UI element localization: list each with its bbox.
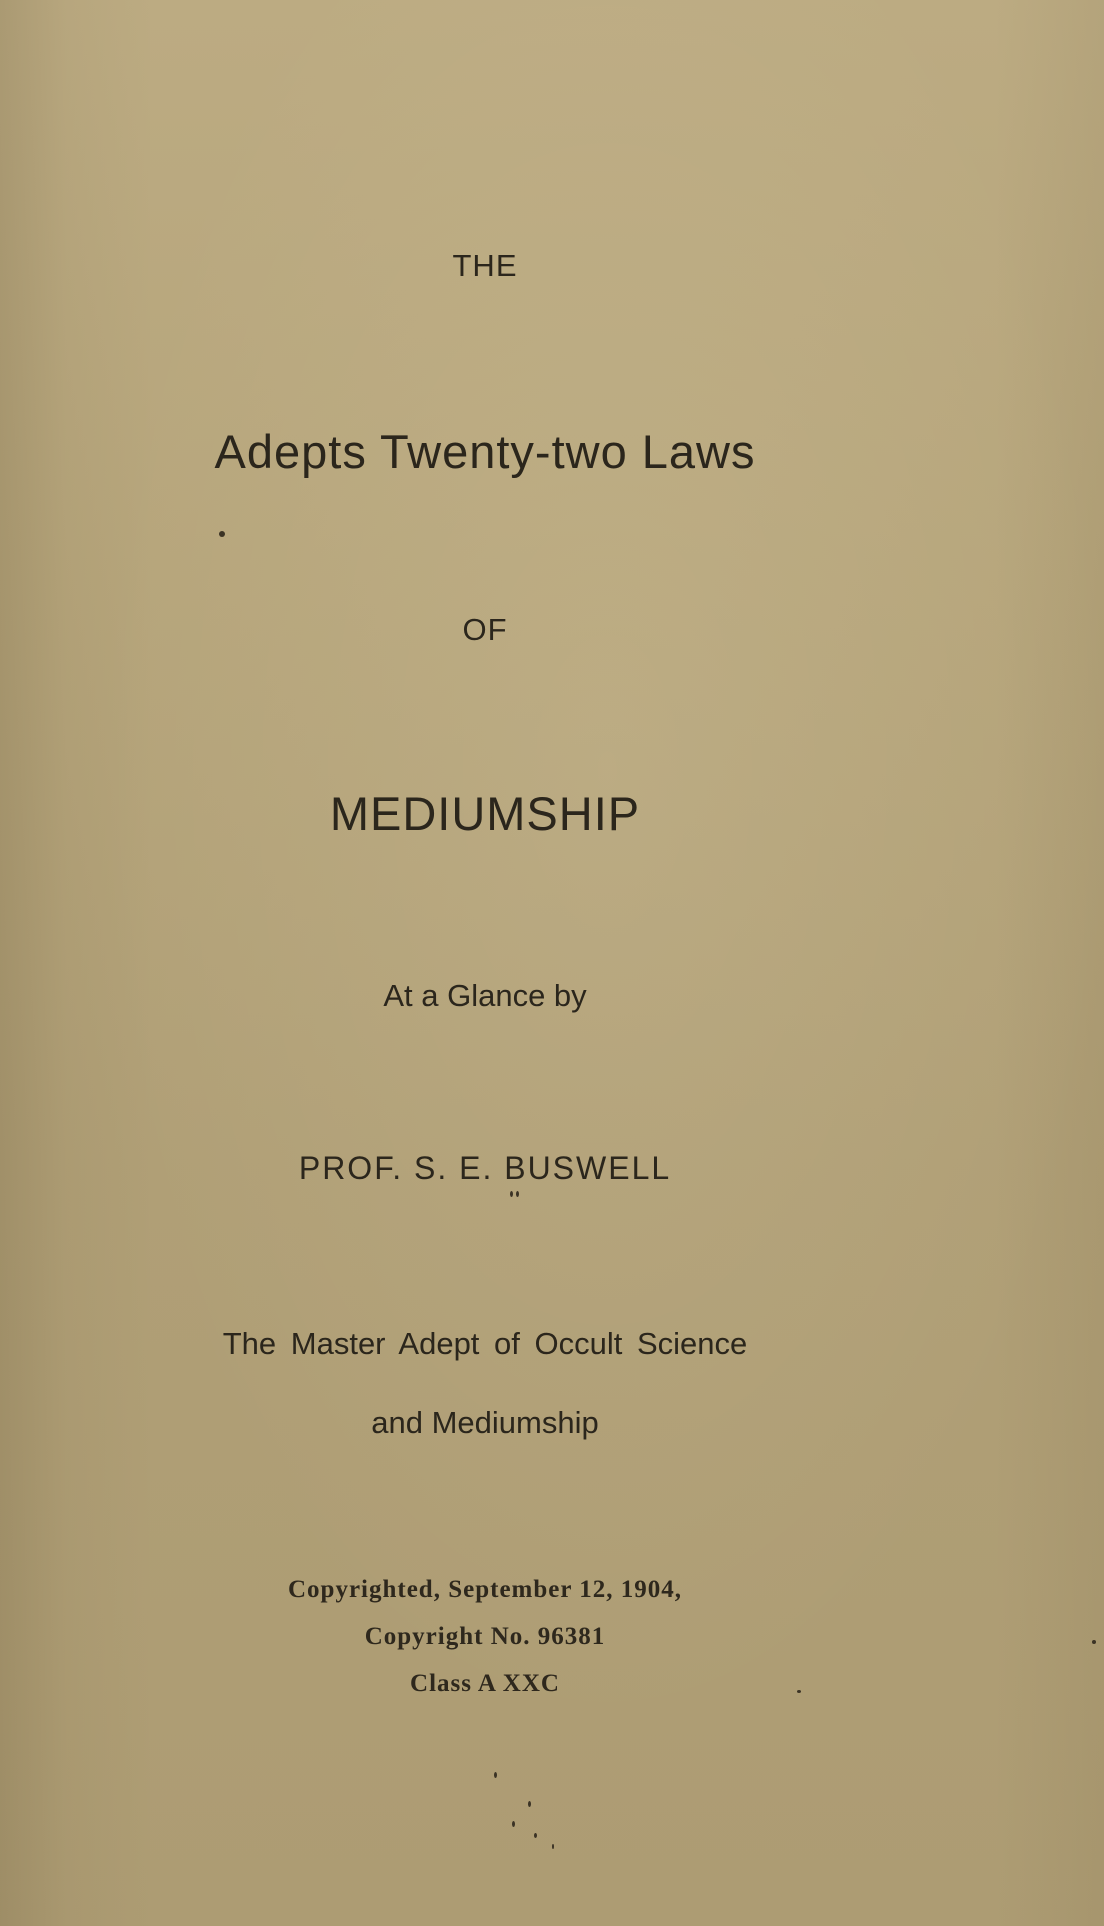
paper-speck <box>512 1821 515 1827</box>
book-subject: MEDIUMSHIP <box>329 787 641 840</box>
by-line: At a Glance by <box>383 978 587 1013</box>
copyright-number: Copyright No. 96381 <box>364 1623 606 1650</box>
paper-speck <box>797 1690 801 1693</box>
paper-speck <box>219 531 225 537</box>
book-title: Adepts Twenty-two Laws <box>214 425 756 478</box>
author-title-line1: The Master Adept of Occult Science <box>222 1326 748 1361</box>
paper-speck <box>1092 1640 1096 1644</box>
paper-speck <box>516 1191 519 1197</box>
paper-speck <box>494 1772 497 1778</box>
copyright-class: Class A XXC <box>410 1670 560 1697</box>
title-prefix: THE <box>452 248 518 283</box>
author-title-line2: and Mediumship <box>371 1405 599 1440</box>
paper-speck <box>528 1801 531 1807</box>
paper-speck <box>534 1833 537 1838</box>
author-name: PROF. S. E. BUSWELL <box>298 1150 672 1186</box>
paper-speck <box>552 1844 554 1849</box>
copyright-date: Copyrighted, September 12, 1904, <box>287 1576 683 1603</box>
paper-speck <box>510 1191 513 1197</box>
title-connector: OF <box>462 612 508 647</box>
